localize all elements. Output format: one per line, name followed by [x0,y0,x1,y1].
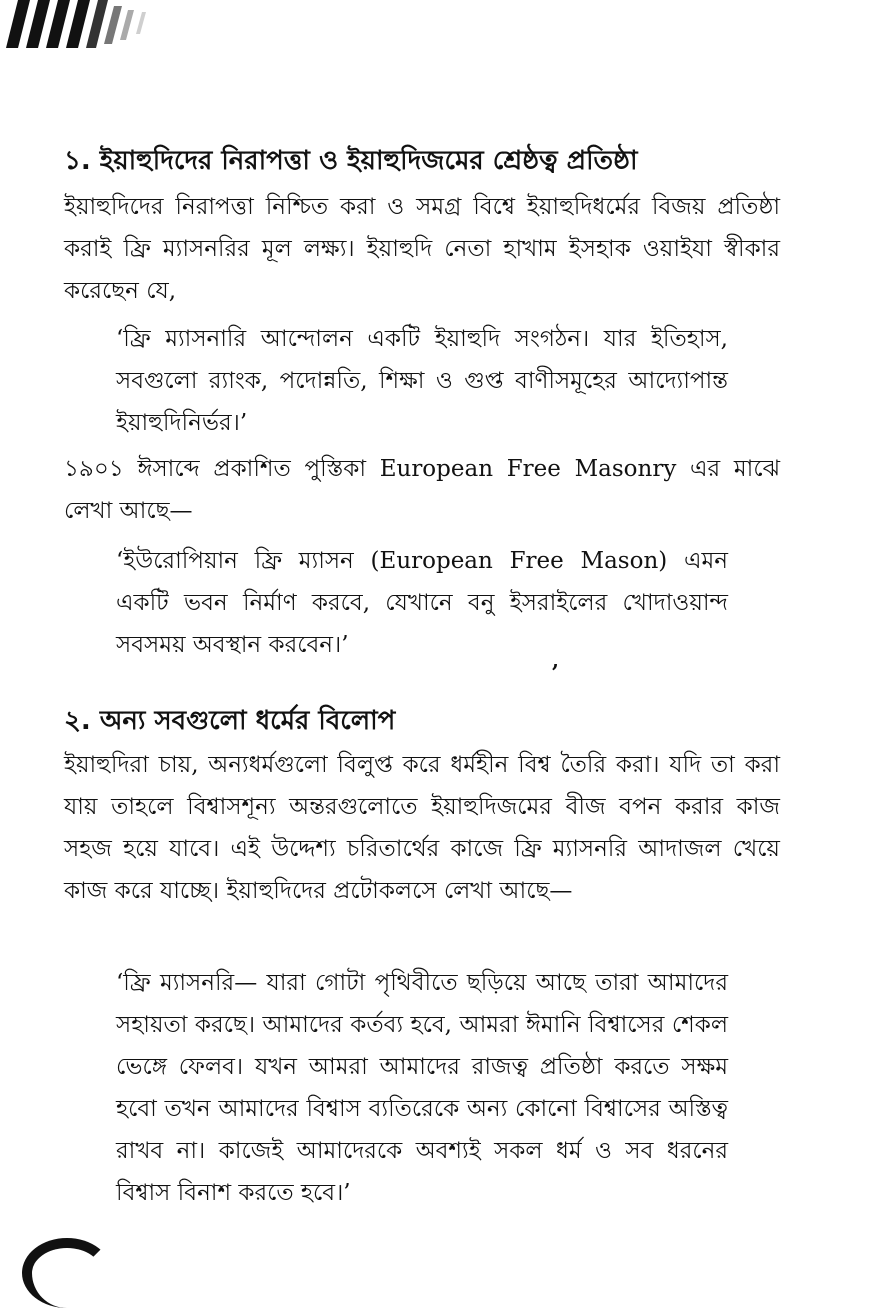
section-2-heading: ২. অন্য সবগুলো ধর্মের বিলোপ [64,706,396,736]
section-1-paragraph-1: ইয়াহুদিদের নিরাপত্তা নিশ্চিত করা ও সমগ্র বিশ্বে ইয়াহুদিধর্মের বিজয় প্রতিষ্ঠা করাই ফ্রি ম্যাসনরির মূল লক্ষ্য। ইয়াহুদি নেতা হাখাম ইসহাক ওয়াইযা স্বীকার করেছেন যে, [64,194,780,304]
section-1-quote-2: ‘ইউরোপিয়ান ফ্রি ম্যাসন (European Free Mason) এমন একটি ভবন নির্মাণ করবে, যেখানে বনু ইসরাইলের খোদাওয়ান্দ সবসময় অবস্থান করবেন।’ [116,548,728,658]
section-2-quote-1: ‘ফ্রি ম্যাসনরি— যারা গোটা পৃথিবীতে ছড়িয়ে আছে তারা আমাদের সহায়তা করছে। আমাদের কর্তব্য হবে, আমরা ঈমানি বিশ্বাসের শেকল ভেঙ্গে ফেলব। যখন আমরা আমাদের রাজত্ব প্রতিষ্ঠা করতে সক্ষম হবো তখন আমাদের বিশ্বাস ব্যতিরেকে অন্য কোনো বিশ্বাসের অস্তিত্ব রাখব না। কাজেই আমাদেরকে অবশ্যই সকল ধর্ম ও সব ধরনের বিশ্বাস বিনাশ করতে হবে।’ [116,970,728,1206]
page-corner-mark [22,1238,112,1308]
section-2-paragraph-1: ইয়াহুদিরা চায়, অন্যধর্মগুলো বিলুপ্ত করে ধর্মহীন বিশ্ব তৈরি করা। যদি তা করা যায় তাহলে বিশ্বাসশূন্য অন্তরগুলোতে ইয়াহুদিজমের বীজ বপন করার কাজ সহজ হয়ে যাবে। এই উদ্দেশ্য চরিতার্থের কাজে ফ্রি ম্যাসনরি আদাজল খেয়ে কাজ করে যাচ্ছে। ইয়াহুদিদের প্রটোকলসে লেখা আছে— [64,752,780,904]
section-1-paragraph-2: ১৯০১ ঈসাব্দে প্রকাশিত পুস্তিকা European Free Masonry এর মাঝে লেখা আছে— [64,456,780,524]
corner-stripe-decoration [0,0,200,50]
section-1-quote-1: ‘ফ্রি ম্যাসনারি আন্দোলন একটি ইয়াহুদি সংগঠন। যার ইতিহাস, সবগুলো র‍্যাংক, পদোন্নতি, শিক্ষা ও গুপ্ত বাণীসমূহের আদ্যোপান্ত ইয়াহুদিনির্ভর।’ [116,326,728,436]
ink-speck: , [552,648,559,672]
section-1-heading: ১. ইয়াহুদিদের নিরাপত্তা ও ইয়াহুদিজমের শ্রেষ্ঠত্ব প্রতিষ্ঠা [64,146,638,176]
